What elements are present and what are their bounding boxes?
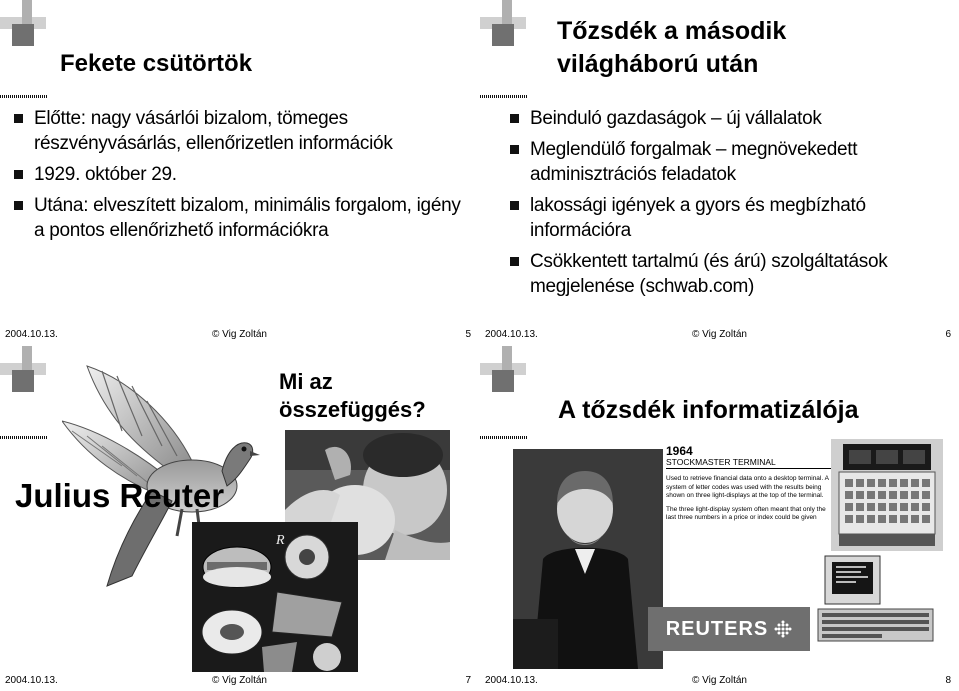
slide-title: Fekete csütörtök xyxy=(60,50,253,77)
slide-title: Tőzsdék a második világháború után xyxy=(557,17,787,78)
bullet-icon xyxy=(510,145,519,154)
computer-terminal-image xyxy=(810,551,940,656)
slide-title: A tőzsdék informatizálója xyxy=(558,396,859,424)
slide-footer xyxy=(0,328,479,342)
list-item: Meglendülő forgalmak – megnövekedett adminisztrációs feladatok xyxy=(508,137,948,187)
list-item: 1929. október 29. xyxy=(12,162,462,187)
corner-decoration xyxy=(0,0,60,60)
dotted-divider xyxy=(0,436,48,439)
dotted-divider xyxy=(480,95,528,98)
list-item: lakossági igények a gyors és megbízható információra xyxy=(508,193,948,243)
list-item: Előtte: nagy vásárlói bizalom, tömeges részvényvásárlás, ellenőrizetlen információk xyxy=(12,106,462,156)
food-collage-image xyxy=(192,522,358,672)
bullet-icon xyxy=(14,114,23,123)
slide-8 xyxy=(480,346,959,691)
page-number: 6 xyxy=(945,329,951,340)
reuters-logo xyxy=(648,607,810,651)
bullet-icon xyxy=(510,114,519,123)
stockmaster-year: 1964 xyxy=(666,444,693,458)
stockmaster-paragraph: Used to retrieve financial data onto a desktop terminal. A system of letter codes was used with the results being shown on three light-displays at the top of the terminal. xyxy=(666,475,829,499)
footer-date: 2004.10.13. xyxy=(5,675,58,686)
bullet-list xyxy=(508,106,948,305)
footer-author: © Vig Zoltán xyxy=(212,329,267,340)
slide-6 xyxy=(480,0,959,345)
reuter-portrait xyxy=(513,449,663,669)
footer-date: 2004.10.13. xyxy=(485,329,538,340)
list-item: Beinduló gazdaságok – új vállalatok xyxy=(508,106,948,131)
bullet-list xyxy=(12,106,462,249)
footer-date: 2004.10.13. xyxy=(5,329,58,340)
footer-author: © Vig Zoltán xyxy=(692,675,747,686)
dotted-divider xyxy=(480,436,528,439)
reuters-dots-icon xyxy=(774,620,792,638)
footer-date: 2004.10.13. xyxy=(485,675,538,686)
slide-footer xyxy=(480,328,959,342)
stockmaster-paragraph: The three light-display system often meant that only the last three numbers in a price or index could be given xyxy=(666,505,826,521)
list-item: Utána: elveszített bizalom, minimális forgalom, igény a pontos ellenőrizhető információkra xyxy=(12,193,462,243)
slide-7 xyxy=(0,346,479,691)
stockmaster-caption xyxy=(666,443,831,555)
bullet-icon xyxy=(510,257,519,266)
footer-author: © Vig Zoltán xyxy=(212,675,267,686)
corner-decoration xyxy=(480,0,540,60)
question-text: Mi az összefüggés? xyxy=(279,369,426,422)
dotted-divider xyxy=(0,95,48,98)
stockmaster-terminal-image xyxy=(831,439,943,551)
list-item: Csökkentett tartalmú (és árú) szolgáltatások megjelenése (schwab.com) xyxy=(508,249,948,299)
corner-decoration xyxy=(0,346,60,406)
bullet-icon xyxy=(14,201,23,210)
person-name: Julius Reuter xyxy=(15,477,225,514)
svg-text:R: R xyxy=(276,533,285,548)
stockmaster-heading: STOCKMASTER TERMINAL xyxy=(666,457,831,469)
reuters-logo-text: REUTERS xyxy=(665,617,769,640)
page-number: 7 xyxy=(465,675,471,686)
slide-5 xyxy=(0,0,479,345)
slide-footer xyxy=(0,674,479,688)
page-number: 5 xyxy=(465,329,471,340)
corner-decoration xyxy=(480,346,540,406)
slide-footer xyxy=(480,674,959,688)
page-number: 8 xyxy=(945,675,951,686)
bullet-icon xyxy=(14,170,23,179)
footer-author: © Vig Zoltán xyxy=(692,329,747,340)
bullet-icon xyxy=(510,201,519,210)
